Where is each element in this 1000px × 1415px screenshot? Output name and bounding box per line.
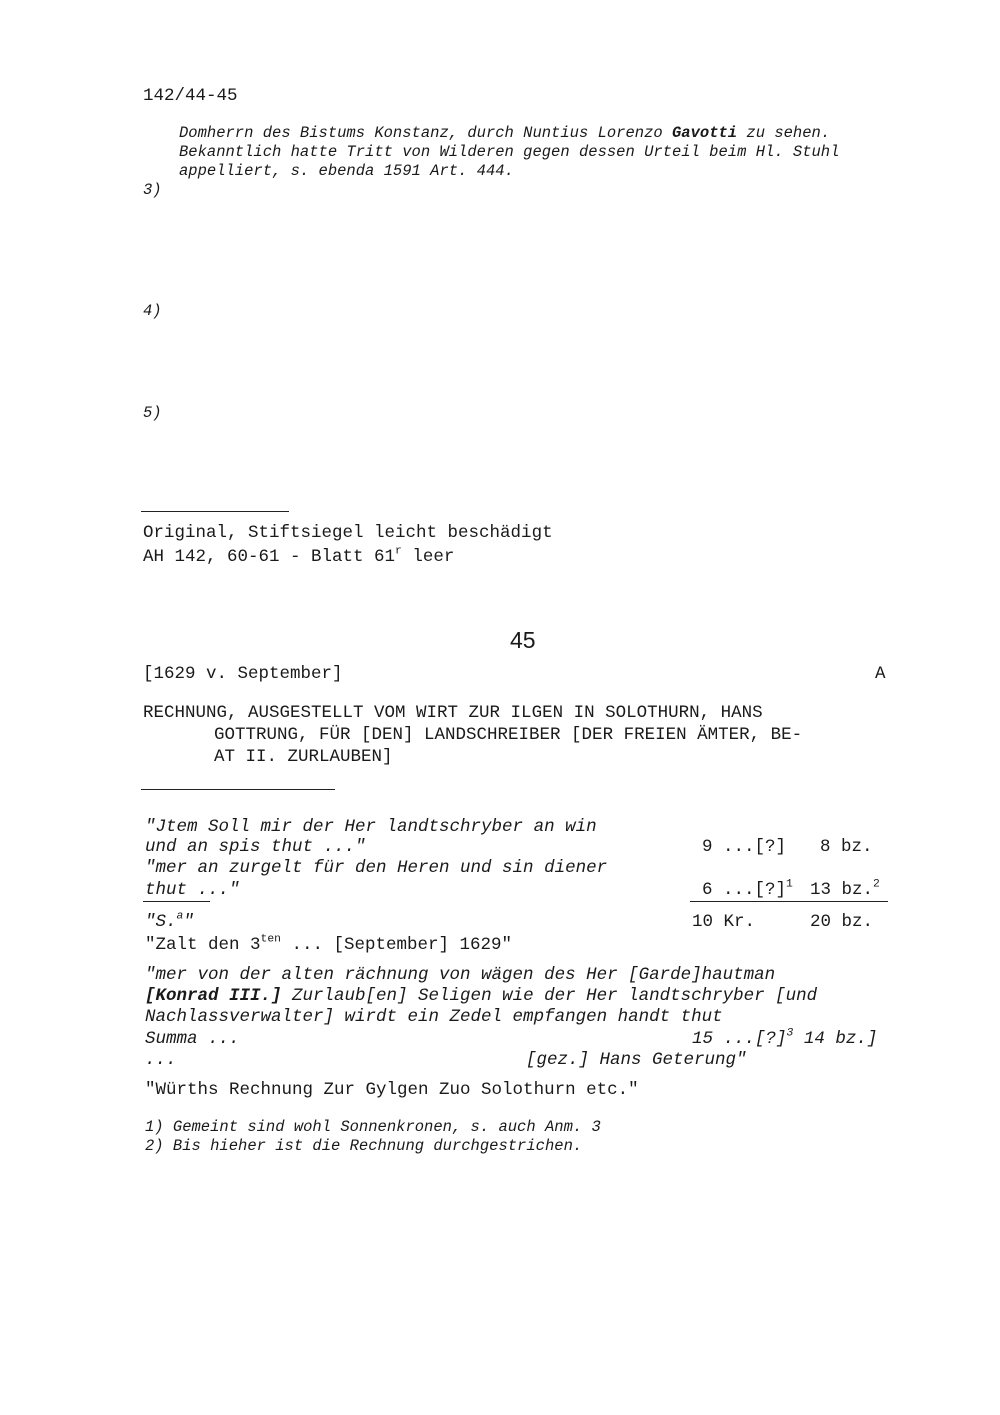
sum-rule-left [143,901,210,902]
document-title-line: GOTTRUNG, FÜR [DEN] LANDSCHREIBER [DER FREIEN ÄMTER, BE- [214,725,803,745]
separator-rule [141,789,335,790]
invoice-amount: 9 ...[?] [702,837,787,857]
archive-reference: AH 142, 60-61 - Blatt 61$^r$ leer [143,545,455,567]
document-title-line: RECHNUNG, AUSGESTELLT VOM WIRT ZUR ILGEN IN SOLOTHURN, HANS [143,703,763,723]
footnote-continuation-line: Bekanntlich hatte Tritt von Wilderen gegen dessen Urteil beim Hl. Stuhl [179,143,840,161]
document-marker: A [875,664,886,684]
old-account-text: Nachlassverwalter] wirdt ein Zedel empfangen handt thut [145,1007,723,1027]
footnote: 2) Bis hieher ist die Rechnung durchgestrichen. [145,1137,583,1155]
sum-amount: 20 bz. [810,912,874,932]
document-date: [1629 v. September] [143,664,343,684]
footnote-marker: 4) [143,302,162,320]
sum-label: "S.$^a$" [145,910,194,932]
invoice-item-text: und an spis thut ..." [145,837,366,857]
old-account-summa: Summa ... [145,1029,240,1049]
page-reference: 142/44-45 [143,86,238,106]
old-account-text: [Konrad III.] Zurlaub[en] Seligen wie der Her landtschryber [und [145,986,818,1006]
separator-rule [141,511,289,512]
footnote-continuation-line: Domherrn des Bistums Konstanz, durch Nuntius Lorenzo Gavotti zu sehen. [179,124,831,142]
invoice-item-text: "Jtem Soll mir der Her landtschryber an win [145,817,597,837]
invoice-item-text: thut ..." [145,880,240,900]
invoice-amount: 8 bz. [820,837,873,857]
sum-amount: 10 Kr. [692,912,756,932]
ellipsis: ... [145,1050,177,1070]
invoice-amount: 13 bz.$^2$ [810,878,880,900]
payment-date: "Zalt den $3^{ten}$ ... [September] 1629" [145,933,513,955]
sum-rule-right [690,901,888,902]
footnote-continuation-line: appelliert, s. ebenda 1591 Art. 444. [179,162,514,180]
source-description: Original, Stiftsiegel leicht beschädigt [143,523,553,543]
signature-line: [gez.] Hans Geterung" [526,1050,747,1070]
old-account-amount: 15 ...[?]$^3$ 14 bz.] [692,1027,878,1049]
closing-note: "Würths Rechnung Zur Gylgen Zuo Solothurn etc." [145,1080,639,1100]
footnote-marker: 5) [143,404,162,422]
footnote: 1) Gemeint sind wohl Sonnenkronen, s. auch Anm. 3 [145,1118,601,1136]
document-title-line: AT II. ZURLAUBEN] [214,747,393,767]
invoice-amount: 6 ...[?]$^1$ [702,878,793,900]
document-number: 45 [510,627,536,653]
footnote-marker: 3) [143,181,162,199]
invoice-item-text: "mer an zurgelt für den Heren und sin diener [145,858,608,878]
old-account-text: "mer von der alten rächnung von wägen des Her [Garde]hautman [145,965,776,985]
